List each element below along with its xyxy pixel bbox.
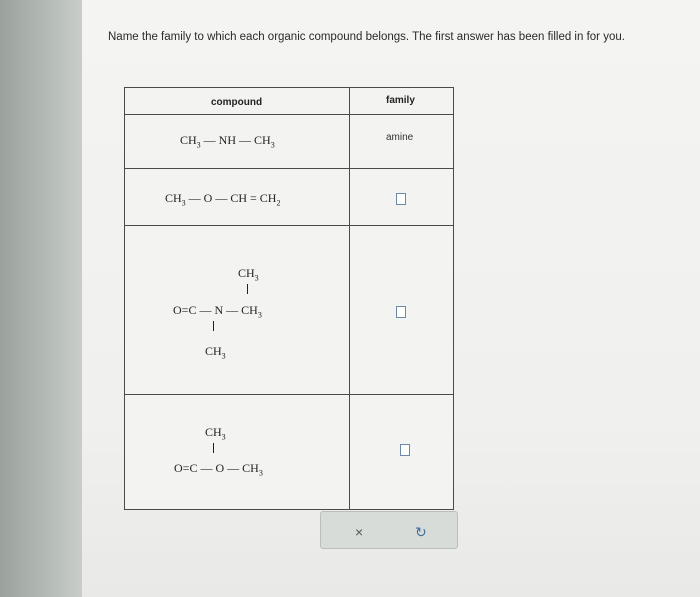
header-divider xyxy=(125,114,453,115)
clear-button[interactable]: × xyxy=(355,524,364,540)
family-answer-input-2[interactable] xyxy=(396,193,406,205)
compound-methyl-vinyl-ether: $CH_3$ — O — CH = $CH_2$ xyxy=(165,191,281,208)
family-answer-input-4[interactable] xyxy=(400,444,410,456)
background-strip xyxy=(0,0,82,597)
bond xyxy=(247,284,248,294)
family-answer-input-3[interactable] xyxy=(396,306,406,318)
header-compound: compound xyxy=(211,97,263,108)
row-divider xyxy=(125,225,453,226)
bond xyxy=(213,443,214,453)
ch3-bottom: $CH_3$ xyxy=(205,344,226,361)
ch3-top: $CH_3$ xyxy=(238,266,259,283)
ch3-top: $CH_3$ xyxy=(205,425,226,442)
compound-family-table xyxy=(124,87,454,510)
header-family: family xyxy=(386,95,415,106)
compound-dimethylacetamide: O=C — N — $CH_3$ xyxy=(173,303,262,320)
row-divider xyxy=(125,168,453,169)
undo-button[interactable]: ↻ xyxy=(415,524,427,540)
action-bar xyxy=(320,511,458,549)
compound-methyl-acetate: O=C — O — $CH_3$ xyxy=(174,461,263,478)
row-divider xyxy=(125,394,453,395)
compound-dimethylamine: $CH_3$ — NH — $CH_3$ xyxy=(180,133,275,150)
question-prompt: Name the family to which each organic compound belongs. The first answer has been filled in for you. xyxy=(108,31,625,43)
column-divider xyxy=(349,88,350,509)
bond xyxy=(213,321,214,331)
family-answer-amine: amine xyxy=(386,132,414,143)
